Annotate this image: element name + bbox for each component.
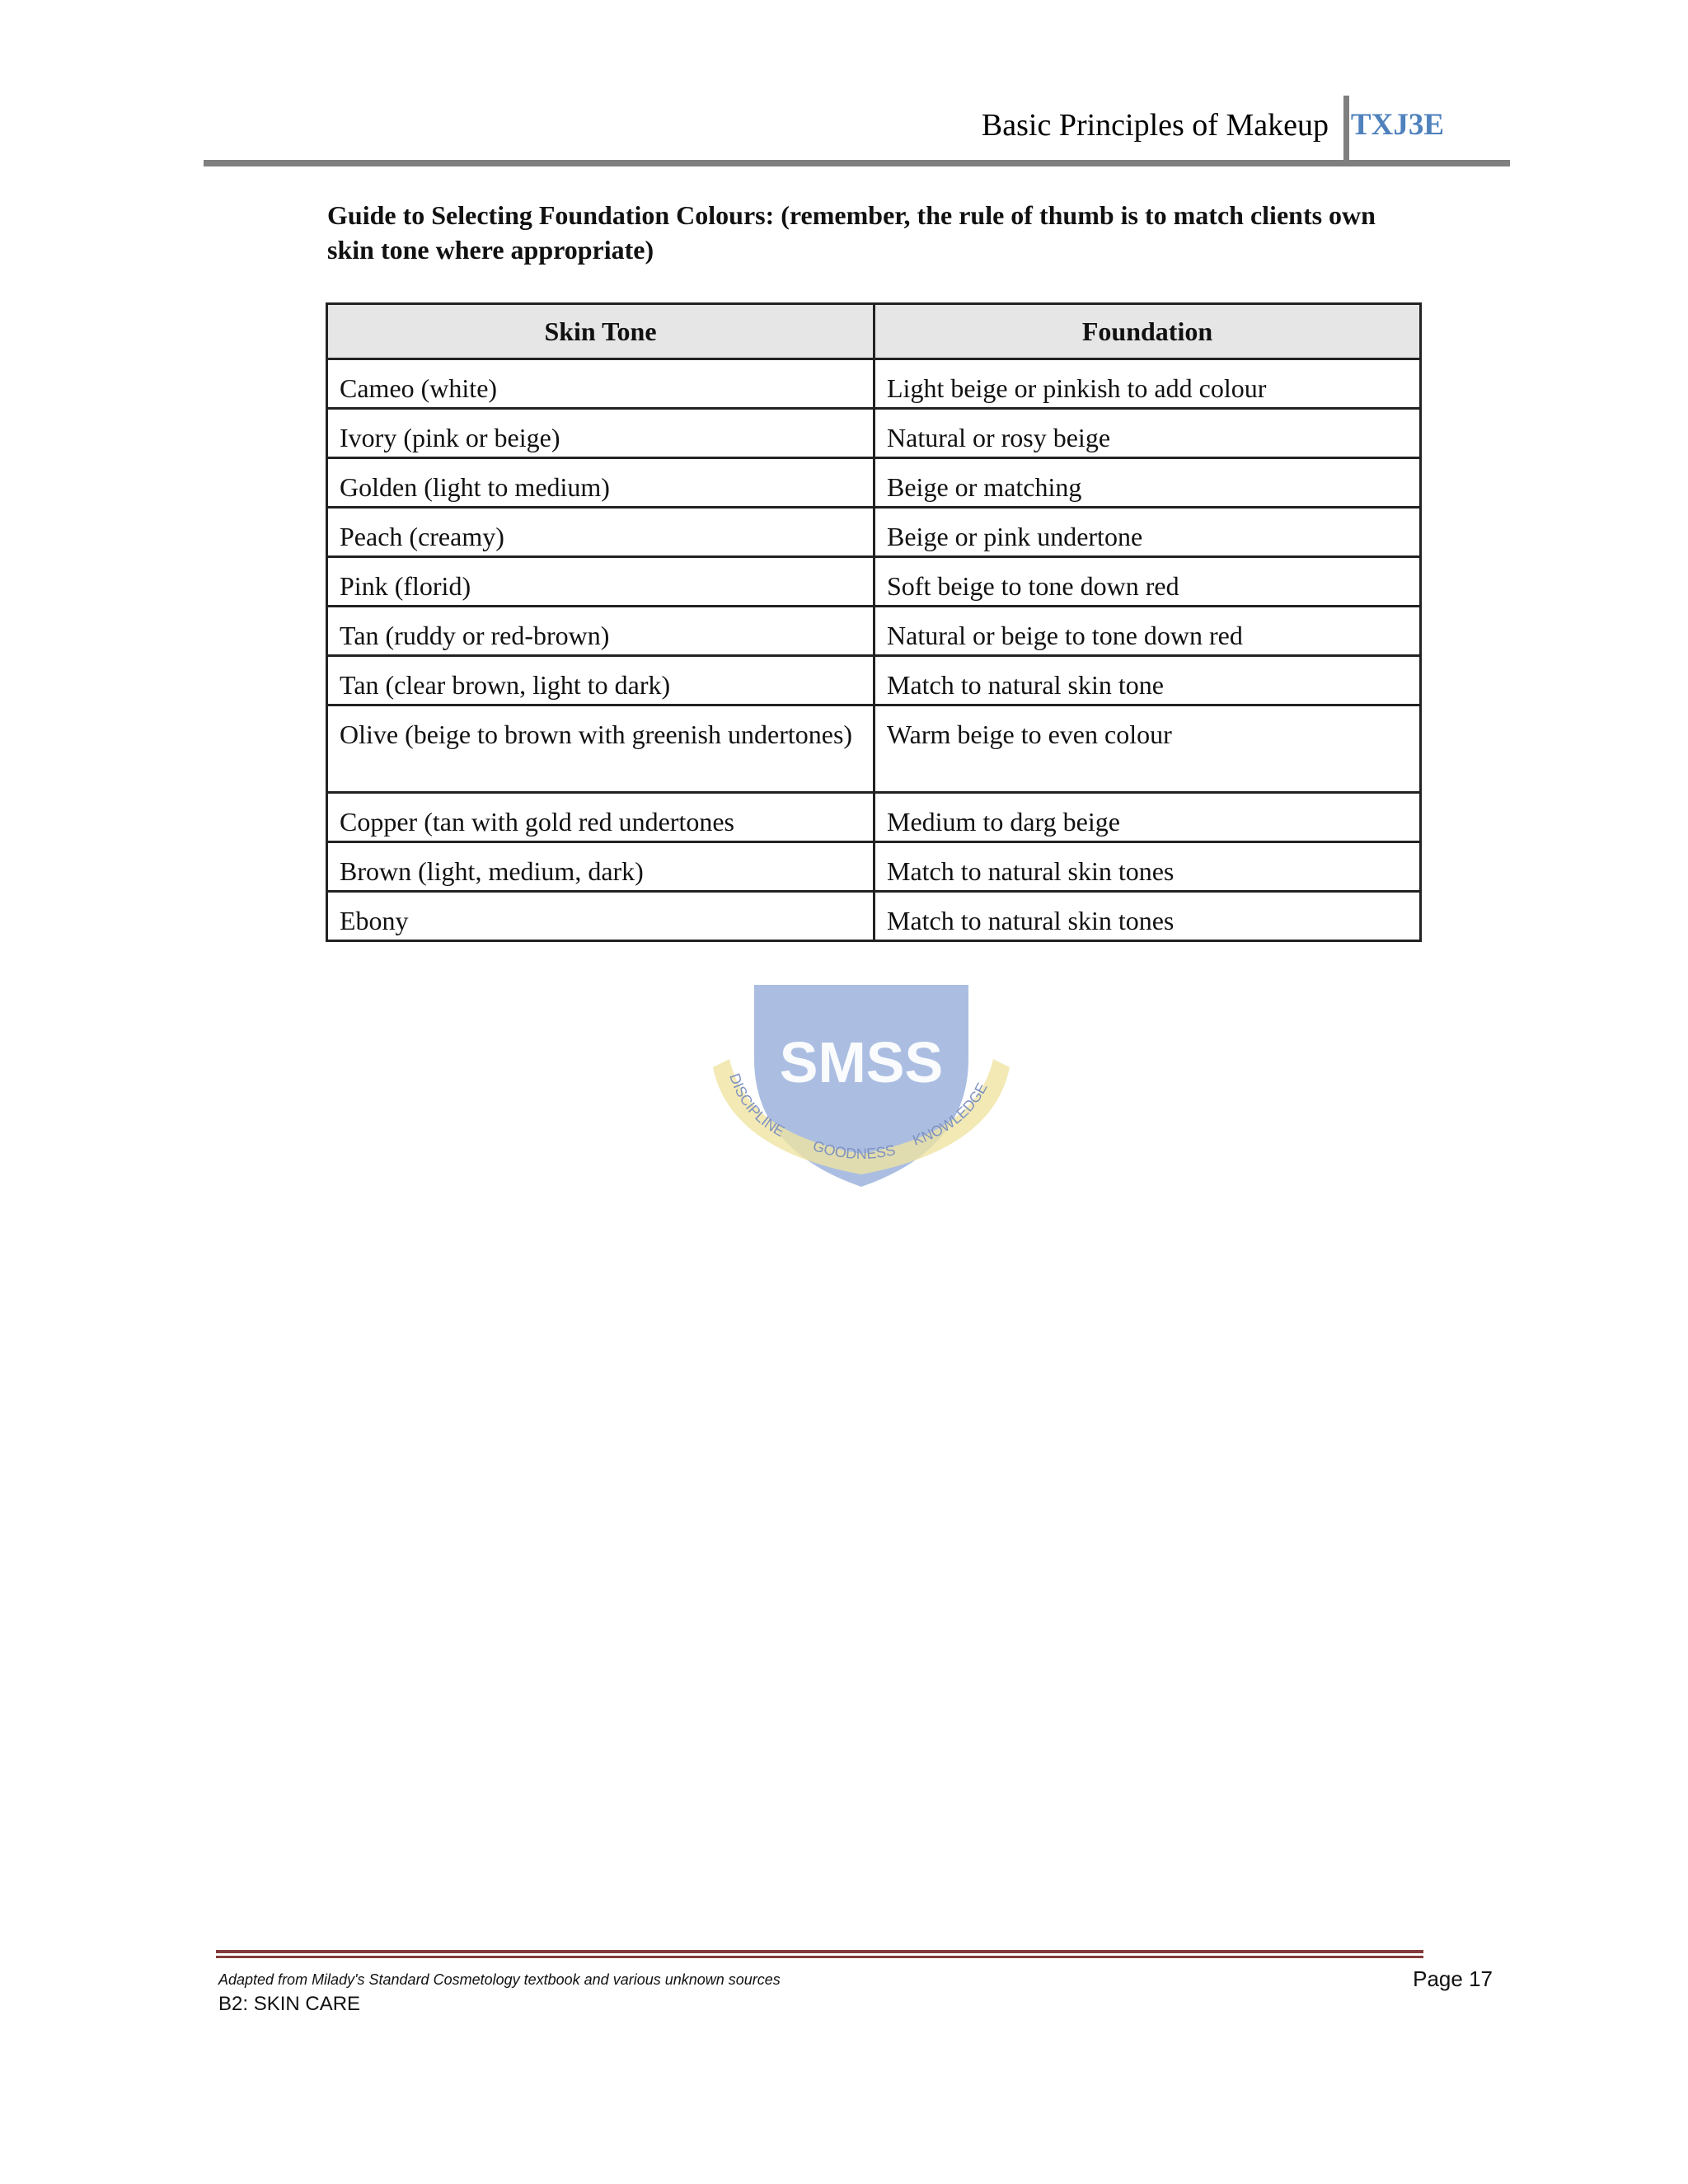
table-row: [327, 892, 1421, 941]
table-row: [327, 359, 1421, 409]
foundation-table: [326, 302, 1422, 942]
crest-motto-left: DISCIPLINE: [726, 1071, 788, 1141]
foundation-cell: Match to natural skin tone: [874, 656, 1421, 705]
skin-tone-cell: Copper (tan with gold red undertones: [327, 793, 874, 842]
foundation-cell: Match to natural skin tones: [874, 892, 1421, 941]
footer-rule: [216, 1950, 1423, 1953]
skin-tone-cell: Ebony: [327, 892, 874, 941]
foundation-cell: Light beige or pinkish to add colour: [874, 359, 1421, 409]
skin-tone-cell: Peach (creamy): [327, 508, 874, 557]
skin-tone-cell: Tan (clear brown, light to dark): [327, 656, 874, 705]
skin-tone-cell: Cameo (white): [327, 359, 874, 409]
foundation-cell: Soft beige to tone down red: [874, 557, 1421, 607]
table-row: [327, 557, 1421, 607]
foundation-cell: Match to natural skin tones: [874, 842, 1421, 892]
table-row: [327, 705, 1421, 793]
school-crest-watermark: [696, 985, 1026, 1191]
table-row: [327, 458, 1421, 508]
table-row: [327, 607, 1421, 656]
foundation-cell: Natural or beige to tone down red: [874, 607, 1421, 656]
skin-tone-cell: Ivory (pink or beige): [327, 409, 874, 458]
column-header-foundation: Foundation: [874, 304, 1421, 359]
crest-name: SMSS: [779, 1030, 944, 1094]
skin-tone-cell: Tan (ruddy or red-brown): [327, 607, 874, 656]
footer-rule-thin: [216, 1956, 1423, 1958]
skin-tone-cell: Brown (light, medium, dark): [327, 842, 874, 892]
foundation-cell: Natural or rosy beige: [874, 409, 1421, 458]
footer-unit: B2: SKIN CARE: [218, 1993, 361, 2015]
guide-title: Guide to Selecting Foundation Colours: (remember, the rule of thumb is to match clients own skin tone where appropriate): [327, 200, 1376, 265]
foundation-cell: Medium to darg beige: [874, 793, 1421, 842]
skin-tone-cell: Golden (light to medium): [327, 458, 874, 508]
table-row: [327, 656, 1421, 705]
table-row: [327, 508, 1421, 557]
crest-motto-right: KNOWLEDGE: [910, 1080, 991, 1149]
table-row: [327, 793, 1421, 842]
crest-motto-center: GOODNESS: [810, 1137, 898, 1163]
foundation-cell: Beige or matching: [874, 458, 1421, 508]
skin-tone-cell: Olive (beige to brown with greenish undertones): [327, 705, 874, 793]
page-header: [204, 92, 1510, 166]
foundation-cell: Warm beige to even colour: [874, 705, 1421, 793]
table-row: [327, 409, 1421, 458]
skin-tone-cell: Pink (florid): [327, 557, 874, 607]
footer-source: Adapted from Milady's Standard Cosmetology textbook and various unknown sources: [218, 1971, 781, 1988]
table-header-row: [327, 304, 1421, 359]
column-header-skin-tone: Skin Tone: [327, 304, 874, 359]
table-row: [327, 842, 1421, 892]
course-code: TXJ3E: [1350, 108, 1444, 142]
header-divider: [1343, 96, 1349, 160]
foundation-cell: Beige or pink undertone: [874, 508, 1421, 557]
header-title: Basic Principles of Makeup: [981, 108, 1329, 143]
page-number: Page 17: [1413, 1966, 1493, 1991]
